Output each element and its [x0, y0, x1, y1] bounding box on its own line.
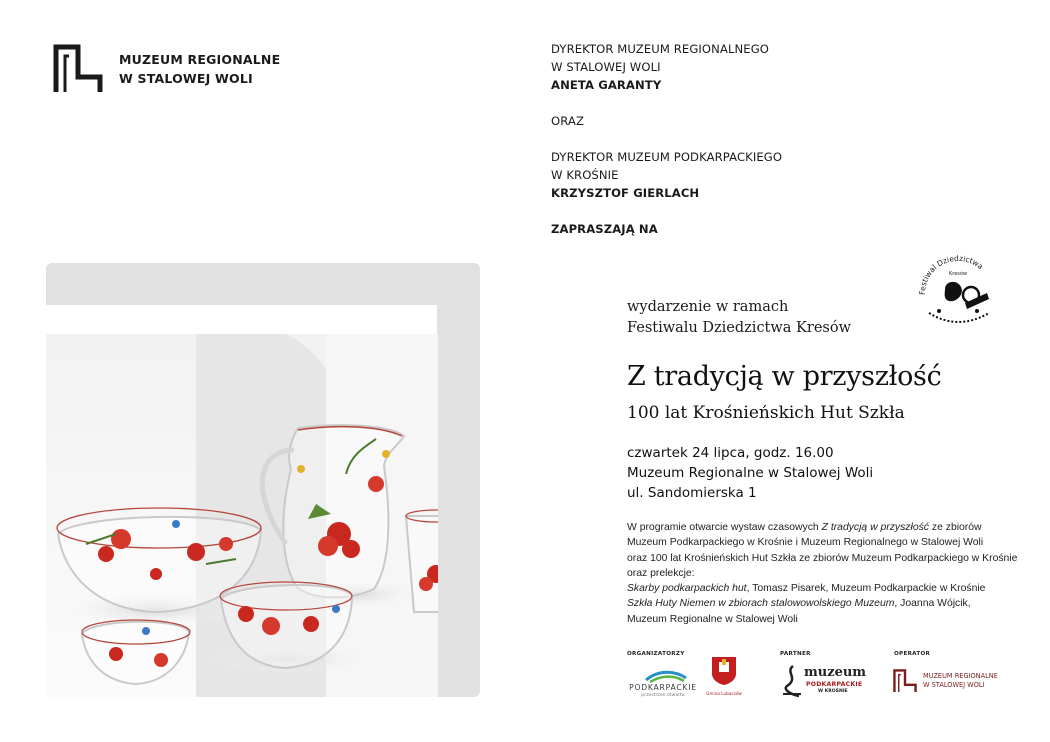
lecture-1	[627, 581, 1027, 596]
operator-name	[923, 672, 998, 690]
event-date: czwartek 24 lipca, godz. 16.00	[627, 445, 834, 461]
small-bowl	[82, 620, 190, 684]
glassware-photo	[46, 334, 438, 697]
lecture-1-title: Skarby podkarpackich hut	[627, 583, 747, 595]
operator-label: OPERATOR	[894, 651, 931, 657]
operator-logo-icon	[893, 669, 917, 693]
invite-closing: ZAPRASZAJĄ NA	[551, 222, 658, 236]
lecture-2-affiliation: Muzeum Regionalne w Stalowej Woli	[627, 613, 798, 625]
gmina-name: Gmina Lubaczów	[706, 691, 742, 696]
invite-line-2: W STALOWEJ WOLI	[551, 60, 661, 74]
podkarpackie-text: PODKARPACKIE	[629, 683, 697, 692]
event-title: Z tradycją w przyszłość	[627, 361, 942, 392]
lecture-2-speaker: , Joanna Wójcik,	[894, 598, 971, 610]
lecture-2-title: Szkła Huty Niemen w zbiorach stalowowolskiego Muzeum	[627, 598, 895, 610]
program-exhibition-title: Z tradycją w przyszłość	[821, 522, 929, 533]
event-intro-line-2: Festiwalu Dziedzictwa Kresów	[627, 320, 851, 336]
muzeum-podkarpackie-city: W KROŚNIE	[818, 689, 848, 694]
program-line-3: oraz 100 lat Krośnieńskich Hut Szkła ze zbiorów Muzeum Podkarpackiego w Krośnie	[627, 552, 1018, 564]
badge-text-top: Festiwal Dziedzictwa	[917, 253, 986, 296]
invite-conjunction: ORAZ	[551, 114, 584, 128]
photo-frame-top	[46, 263, 480, 305]
program-line-4: oraz prelekcje:	[627, 567, 695, 579]
museum-logo-icon	[53, 44, 103, 94]
lecture-1-speaker: , Tomasz Pisarek, Muzeum Podkarpackie w Krośnie	[746, 583, 986, 595]
podkarpackie-sub: przestrzeń otwarta	[641, 693, 685, 698]
logo-line-1: MUZEUM REGIONALNE	[119, 52, 281, 67]
event-venue: Muzeum Regionalne w Stalowej Woli	[627, 465, 874, 481]
organizers-label: ORGANIZATORZY	[627, 651, 685, 657]
muzeum-podkarpackie-name: muzeum	[804, 665, 867, 680]
event-subtitle: 100 lat Krośnieńskich Hut Szkła	[627, 403, 905, 423]
program-text-a: W programie otwarcie wystaw czasowych	[627, 522, 822, 533]
invite-line-4: W KROŚNIE	[551, 168, 619, 182]
lecture-2	[627, 596, 1027, 611]
badge-text-bottom: Kresów	[948, 271, 968, 277]
invitation-block	[551, 40, 782, 238]
invite-line-3: DYREKTOR MUZEUM PODKARPACKIEGO	[551, 150, 783, 164]
gmina-crest-icon	[711, 656, 737, 686]
invite-name-1: ANETA GARANTY	[551, 78, 662, 92]
program-text	[627, 520, 1027, 627]
festival-badge-icon	[915, 251, 1001, 337]
muzeum-podkarpackie-logo-icon	[779, 664, 803, 698]
photo-frame-right	[437, 263, 480, 697]
event-details	[627, 443, 873, 503]
museum-logo	[53, 44, 280, 94]
invite-name-2: KRZYSZTOF GIERLACH	[551, 186, 700, 200]
invite-line-1: DYREKTOR MUZEUM REGIONALNEGO	[551, 42, 770, 56]
event-intro	[627, 297, 851, 339]
partner-label: PARTNER	[780, 651, 811, 657]
event-intro-line-1: wydarzenie w ramach	[627, 299, 789, 315]
program-line-2: Muzeum Podkarpackiego w Krośnie i Muzeum Regionalnego w Stalowej Woli	[627, 537, 984, 549]
program-line-1	[627, 520, 1027, 535]
muzeum-podkarpackie-sub: PODKARPACKIE	[806, 681, 863, 688]
operator-line-1: MUZEUM REGIONALNE	[923, 672, 998, 680]
program-text-c: ze zbiorów	[929, 522, 982, 533]
event-address: ul. Sandomierska 1	[627, 485, 757, 501]
logo-line-2: W STALOWEJ WOLI	[119, 71, 253, 86]
operator-line-2: W STALOWEJ WOLI	[923, 681, 985, 689]
